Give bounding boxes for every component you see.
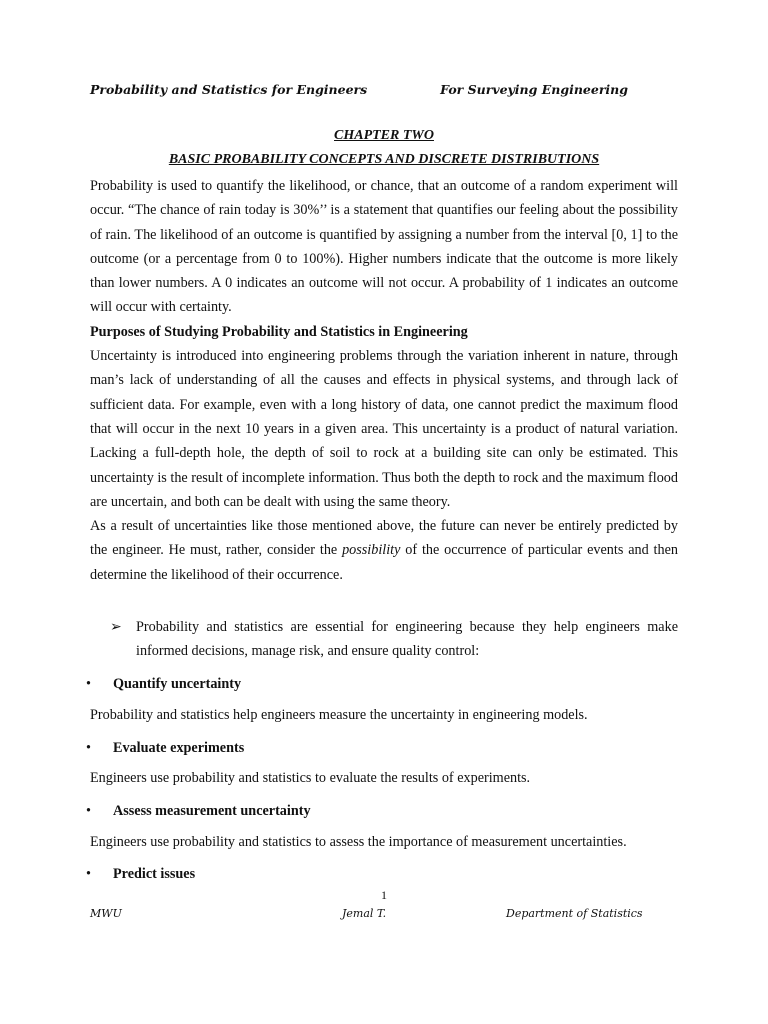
- header-department: For Surveying Engineering: [440, 82, 628, 97]
- footer-author: Jemal T.: [342, 907, 387, 920]
- bullet-icon: •: [86, 740, 91, 756]
- arrow-bullet-icon: ➢: [110, 619, 122, 635]
- chapter-number: CHAPTER TWO: [334, 128, 434, 143]
- bullet-item: [86, 740, 244, 757]
- footer-university: MWU: [90, 907, 122, 920]
- bullet-icon: •: [86, 676, 91, 692]
- possibility-paragraph: [90, 514, 678, 587]
- header-course-title: Probability and Statistics for Engineers: [90, 82, 368, 97]
- bullet-icon: •: [86, 866, 91, 882]
- possibility-emphasis: possibility: [342, 542, 401, 559]
- bullet-description: Engineers use probability and statistics to assess the importance of measurement uncertainties.: [90, 834, 627, 850]
- bullet-title: Quantify uncertainty: [113, 676, 242, 692]
- intro-paragraph: Probability is used to quantify the likelihood, or chance, that an outcome of a random experiment will occur. “The chance of rain today is 30%’’ is a statement that quantifies our feeling about the possibility of rain. The likelihood of an outcome is quantified by assigning a number from the interval [0, 1] to the outcome (or a percentage from 0 to 100%). Higher numbers indicate that the outcome is more likely than lower numbers. A 0 indicates an outcome will not occur. A probability of 1 indicates an outcome will occur with certainty.: [90, 178, 678, 316]
- bullet-title: Evaluate experiments: [113, 740, 245, 756]
- possibility-text-after: of the occurrence of particular events and then determine the likelihood of their occurrence.: [90, 542, 678, 583]
- possibility-text-before: As a result of uncertainties like those mentioned above, the future can never be entirely predicted by the engineer. He must, rather, consider the: [90, 518, 678, 559]
- bullet-description: Probability and statistics help engineers measure the uncertainty in engineering models.: [90, 707, 588, 723]
- chapter-title: BASIC PROBABILITY CONCEPTS AND DISCRETE DISTRIBUTIONS: [168, 152, 600, 167]
- bullet-title: Assess measurement uncertainty: [113, 803, 311, 819]
- main-text-block: [90, 174, 678, 587]
- bullet-item: [86, 866, 195, 883]
- page-header: [90, 82, 628, 97]
- bullet-icon: •: [86, 803, 91, 819]
- page-number: 1: [381, 888, 387, 902]
- bullet-description: Engineers use probability and statistics to evaluate the results of experiments.: [90, 770, 531, 786]
- bullet-item: [86, 676, 241, 693]
- footer-department: Department of Statistics: [506, 907, 643, 920]
- section-heading: Purposes of Studying Probability and Statistics in Engineering: [90, 323, 468, 340]
- uncertainty-paragraph: Uncertainty is introduced into engineering problems through the variation inherent in nature, through man’s lack of understanding of all the causes and effects in physical systems, and through lack of sufficient data. For example, even with a long history of data, one cannot predict the maximum flood that will occur in the next 10 years in a given area. This uncertainty is a product of natural variation. Lacking a full-depth hole, the depth of soil to rock at a building site can only be estimated. This uncertainty is the result of incomplete information. Thus both the depth to rock and the maximum flood are uncertain, and both can be dealt with using the same theory.: [90, 348, 678, 510]
- bullet-item: [86, 803, 311, 820]
- arrow-item-text: Probability and statistics are essential for engineering because they help engineers make informed decisions, manage risk, and ensure quality control:: [136, 619, 678, 660]
- bullet-title: Predict issues: [113, 866, 196, 882]
- arrow-list-item: [110, 615, 678, 664]
